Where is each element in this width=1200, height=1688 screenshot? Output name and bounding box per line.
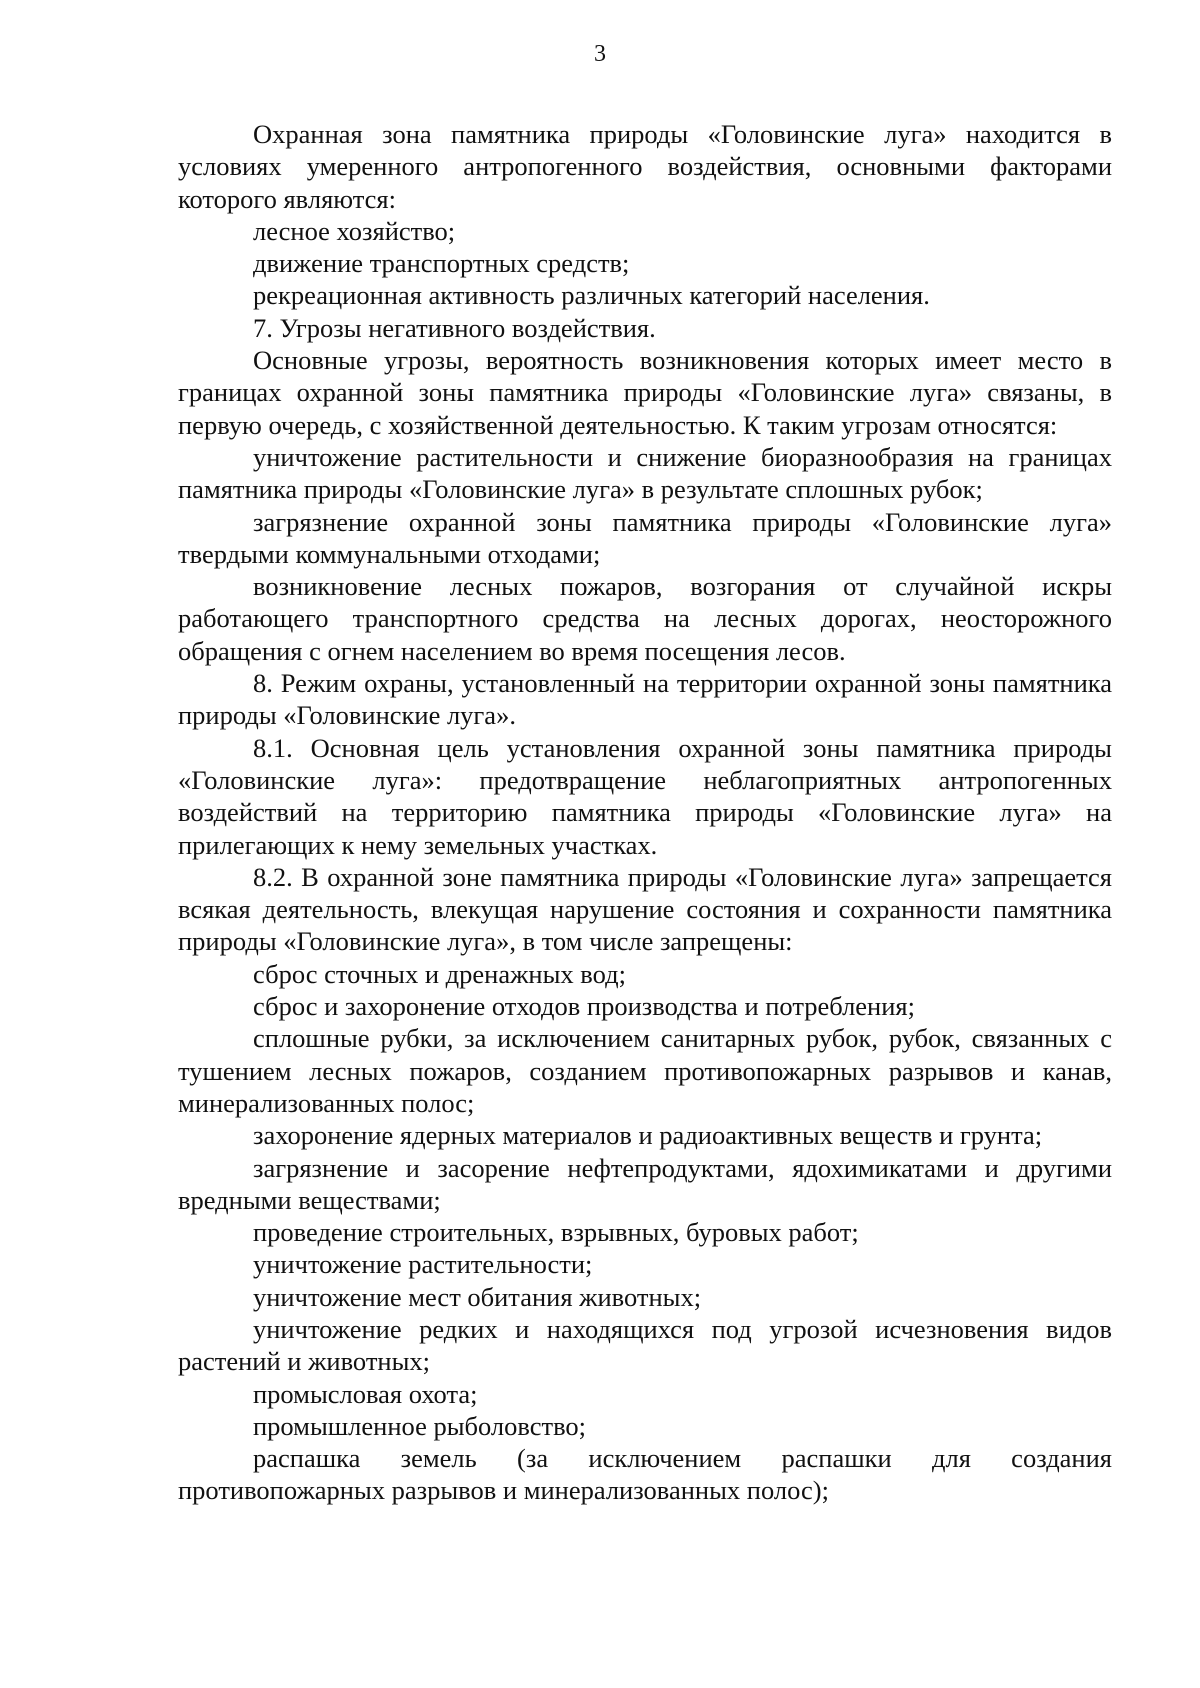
list-item-recreation: рекреационная активность различных категорий населения. <box>253 280 930 311</box>
prohibition-habitats: уничтожение мест обитания животных; <box>253 1281 702 1312</box>
prohibition-chemical-pollution: загрязнение и засорение нефтепродуктами, ядохимикатами и другими вредными веществами; <box>178 1152 1112 1215</box>
list-item-forestry: лесное хозяйство; <box>253 215 456 246</box>
document-body <box>178 118 1112 1507</box>
section-heading-8: 8. Режим охраны, установленный на территории охранной зоны памятника природы «Головинские луга». <box>178 668 1112 731</box>
prohibition-waste-disposal: сброс и захоронение отходов производства и потребления; <box>253 991 915 1022</box>
prohibition-vegetation: уничтожение растительности; <box>253 1249 593 1280</box>
paragraph-anthropogenic-impact: Охранная зона памятника природы «Головинские луга» находится в условиях умеренного антропогенного воздействия, основными факторами которого являются: <box>178 119 1112 214</box>
prohibition-fishing: промышленное рыболовство; <box>253 1410 587 1441</box>
page-number: 3 <box>594 41 606 67</box>
prohibition-hunting: промысловая охота; <box>253 1378 478 1409</box>
prohibition-rare-species: уничтожение редких и находящихся под угрозой исчезновения видов растений и животных; <box>178 1313 1112 1377</box>
prohibition-plowing: распашка земель (за исключением распашки для создания противопожарных разрывов и минерализованных полос); <box>178 1443 1112 1506</box>
list-item-vehicle-traffic: движение транспортных средств; <box>253 248 630 279</box>
section-8-2: 8.2. В охранной зоне памятника природы «Головинские луга» запрещается всякая деятельность, влекущая нарушение состояния и сохранности памятника природы «Головинские луга», в том числе запрещены: <box>178 861 1112 957</box>
list-item-vegetation-destruction: уничтожение растительности и снижение биоразнообразия на границах памятника природы «Головинские луга» в результате сплошных рубок; <box>178 441 1112 505</box>
prohibition-wastewater: сброс сточных и дренажных вод; <box>253 958 626 989</box>
paragraph-main-threats: Основные угрозы, вероятность возникновения которых имеет место в границах охранной зоны памятника природы «Головинские луга» связаны, в первую очередь, с хозяйственной деятельностью. К таким угрозам относятся: <box>178 345 1112 440</box>
list-item-waste-pollution: загрязнение охранной зоны памятника природы «Головинские луга» твердыми коммунальными отходами; <box>178 506 1112 569</box>
prohibition-nuclear-burial: захоронение ядерных материалов и радиоактивных веществ и грунта; <box>253 1120 1043 1151</box>
section-8-1: 8.1. Основная цель установления охранной зоны памятника природы «Головинские луга»: предотвращение неблагоприятных антропогенных воздействий на территорию памятника природы «Головинские луга» на прилегающих к нему земельных участках. <box>178 732 1112 860</box>
prohibition-clear-cutting: сплошные рубки, за исключением санитарных рубок, рубок, связанных с тушением лесных пожаров, созданием противопожарных разрывов и канав, минерализованных полос; <box>178 1023 1112 1118</box>
section-heading-7: 7. Угрозы негативного воздействия. <box>253 312 656 343</box>
prohibition-construction: проведение строительных, взрывных, буровых работ; <box>253 1217 859 1248</box>
list-item-forest-fires: возникновение лесных пожаров, возгорания от случайной искры работающего транспортного средства на лесных дорогах, неосторожного обращения с огнем населением во время посещения лесов. <box>178 571 1112 666</box>
